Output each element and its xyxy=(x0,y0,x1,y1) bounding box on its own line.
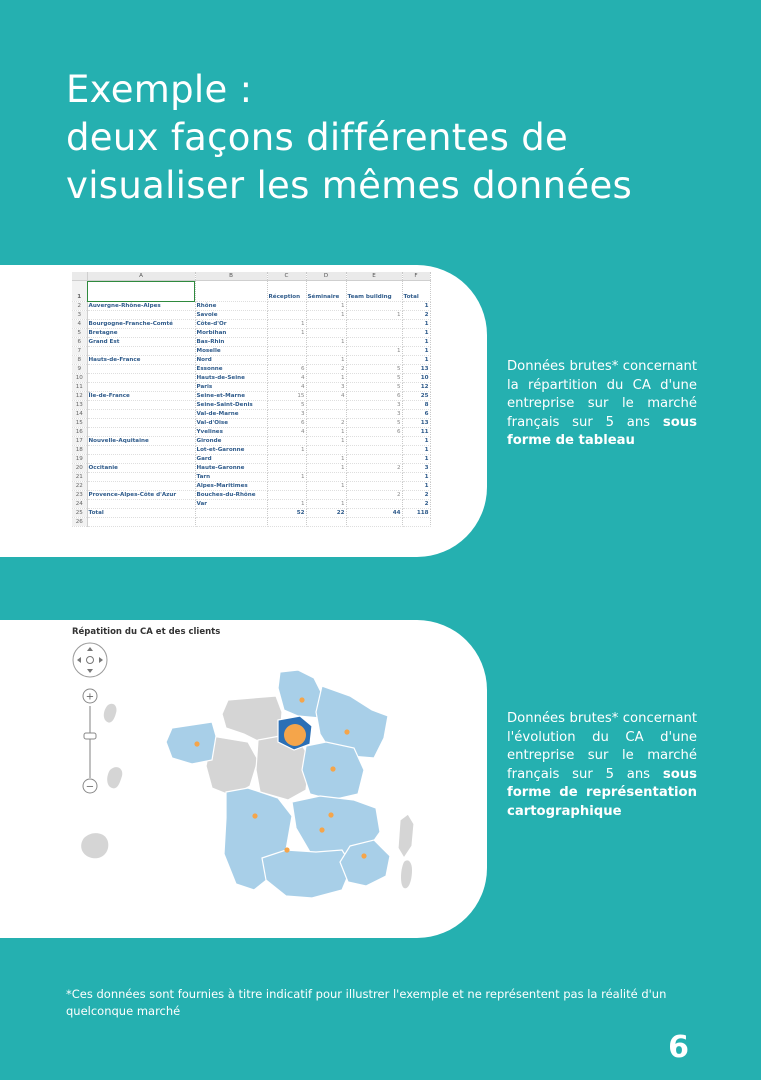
team-building-cell[interactable] xyxy=(346,320,402,329)
total-cell[interactable]: 1 xyxy=(402,455,430,464)
cell[interactable] xyxy=(87,518,195,527)
row-number[interactable]: 7 xyxy=(72,347,87,356)
zoom-in-button[interactable] xyxy=(83,689,97,703)
table-row xyxy=(72,482,430,491)
table-row xyxy=(72,356,430,365)
department-cell[interactable]: Gard xyxy=(195,455,267,464)
reception-cell[interactable]: 1 xyxy=(267,500,306,509)
team-building-cell[interactable]: 5 xyxy=(346,365,402,374)
department-cell[interactable]: Yvelines xyxy=(195,428,267,437)
reception-cell[interactable]: 3 xyxy=(267,410,306,419)
dot-paca xyxy=(361,853,366,858)
zoom-out-button[interactable] xyxy=(83,779,97,793)
map-zoom-slider[interactable] xyxy=(84,706,96,778)
row-number[interactable]: 22 xyxy=(72,482,87,491)
total-cell[interactable]: 8 xyxy=(402,401,430,410)
team-building-cell[interactable] xyxy=(346,455,402,464)
department-cell[interactable]: Seine-Saint-Denis xyxy=(195,401,267,410)
team-building-cell[interactable]: 5 xyxy=(346,419,402,428)
total-cell[interactable]: 1 xyxy=(402,446,430,455)
region-cell[interactable] xyxy=(87,428,195,437)
team-building-cell[interactable] xyxy=(346,338,402,347)
team-building-cell[interactable]: 2 xyxy=(346,464,402,473)
region-cell[interactable] xyxy=(87,383,195,392)
team-building-cell[interactable]: 2 xyxy=(346,491,402,500)
team-building-cell[interactable]: 5 xyxy=(346,383,402,392)
reception-cell[interactable]: 6 xyxy=(267,365,306,374)
selected-cell[interactable] xyxy=(87,281,195,302)
column-header[interactable]: Séminaire xyxy=(306,281,346,302)
total-seminaire[interactable]: 22 xyxy=(306,509,346,518)
department-cell[interactable]: Paris xyxy=(195,383,267,392)
row-number[interactable]: 24 xyxy=(72,500,87,509)
team-building-cell[interactable]: 1 xyxy=(346,347,402,356)
dot-auvergne xyxy=(328,812,333,817)
region-cell[interactable] xyxy=(87,482,195,491)
total-row xyxy=(72,509,430,518)
reception-cell[interactable]: 4 xyxy=(267,428,306,437)
seminaire-cell[interactable] xyxy=(306,473,346,482)
total-cell[interactable]: 6 xyxy=(402,410,430,419)
region-cell[interactable] xyxy=(87,419,195,428)
region-cell[interactable] xyxy=(87,347,195,356)
seminaire-cell[interactable]: 1 xyxy=(306,464,346,473)
seminaire-cell[interactable] xyxy=(306,446,346,455)
description-map-bold: sous forme de représentation cartographique xyxy=(507,766,697,819)
total-cell[interactable]: 13 xyxy=(402,365,430,374)
team-building-cell[interactable] xyxy=(346,446,402,455)
team-building-cell[interactable] xyxy=(346,302,402,311)
region-corse xyxy=(398,814,414,858)
region-cell[interactable] xyxy=(87,401,195,410)
table-row xyxy=(72,365,430,374)
total-cell[interactable]: 12 xyxy=(402,383,430,392)
row-number[interactable]: 5 xyxy=(72,329,87,338)
row-number[interactable]: 21 xyxy=(72,473,87,482)
table-row xyxy=(72,302,430,311)
region-bretagne xyxy=(166,722,216,764)
seminaire-cell[interactable]: 1 xyxy=(306,338,346,347)
seminaire-cell[interactable]: 1 xyxy=(306,500,346,509)
description-table-text: Données brutes* concernant la répartition du CA d'une entreprise sur le marché français sur 5 ans xyxy=(507,359,697,430)
seminaire-cell[interactable]: 1 xyxy=(306,455,346,464)
region-cell[interactable] xyxy=(87,473,195,482)
row-number[interactable]: 17 xyxy=(72,437,87,446)
cell[interactable] xyxy=(346,518,402,527)
spreadsheet-table xyxy=(72,272,431,527)
page-title xyxy=(66,66,632,210)
total-cell[interactable]: 1 xyxy=(402,320,430,329)
department-cell[interactable]: Seine-et-Marne xyxy=(195,392,267,401)
reception-cell[interactable] xyxy=(267,311,306,320)
region-cell[interactable] xyxy=(87,446,195,455)
dot-grand-est xyxy=(344,729,349,734)
page-number: 6 xyxy=(668,1030,689,1065)
cell[interactable] xyxy=(306,518,346,527)
row-number[interactable]: 6 xyxy=(72,338,87,347)
cell[interactable] xyxy=(195,281,267,302)
region-normandie xyxy=(222,696,282,742)
reception-cell[interactable] xyxy=(267,464,306,473)
seminaire-cell[interactable]: 3 xyxy=(306,383,346,392)
seminaire-cell[interactable]: 4 xyxy=(306,392,346,401)
island-guadeloupe xyxy=(107,767,122,788)
reception-cell[interactable] xyxy=(267,302,306,311)
department-cell[interactable]: Lot-et-Garonne xyxy=(195,446,267,455)
department-cell[interactable]: Haute-Garonne xyxy=(195,464,267,473)
seminaire-cell[interactable]: 1 xyxy=(306,437,346,446)
bubble-ile-de-france xyxy=(284,724,306,746)
table-row xyxy=(72,347,430,356)
team-building-cell[interactable]: 1 xyxy=(346,311,402,320)
description-map-text: Données brutes* concernant l'évolution du CA d'une entreprise sur le marché français sur 5 ans xyxy=(507,711,697,782)
total-cell[interactable]: 10 xyxy=(402,374,430,383)
total-cell[interactable]: 1 xyxy=(402,329,430,338)
empty-row xyxy=(72,518,430,527)
table-row xyxy=(72,491,430,500)
reception-cell[interactable]: 15 xyxy=(267,392,306,401)
row-number[interactable]: 13 xyxy=(72,401,87,410)
department-cell[interactable]: Var xyxy=(195,500,267,509)
total-cell[interactable]: 1 xyxy=(402,347,430,356)
department-cell[interactable]: Morbihan xyxy=(195,329,267,338)
reception-cell[interactable]: 1 xyxy=(267,446,306,455)
zoom-out-icon: − xyxy=(85,781,95,793)
row-number[interactable]: 1 xyxy=(72,281,87,302)
column-letter[interactable]: D xyxy=(306,272,346,281)
map-pan-control[interactable] xyxy=(73,643,107,677)
dot-occitanie-2 xyxy=(319,827,324,832)
team-building-cell[interactable] xyxy=(346,473,402,482)
team-building-cell[interactable]: 3 xyxy=(346,410,402,419)
region-occitanie xyxy=(262,850,352,898)
column-header-row xyxy=(72,272,430,281)
row-number[interactable]: 2 xyxy=(72,302,87,311)
team-building-cell[interactable] xyxy=(346,356,402,365)
department-cell[interactable]: Essonne xyxy=(195,365,267,374)
table-row xyxy=(72,374,430,383)
reception-cell[interactable]: 1 xyxy=(267,320,306,329)
row-number[interactable]: 4 xyxy=(72,320,87,329)
reception-cell[interactable] xyxy=(267,347,306,356)
table-row xyxy=(72,473,430,482)
seminaire-cell[interactable]: 1 xyxy=(306,311,346,320)
row-number[interactable]: 19 xyxy=(72,455,87,464)
region-cell[interactable] xyxy=(87,410,195,419)
column-letter[interactable]: B xyxy=(195,272,267,281)
table-row xyxy=(72,383,430,392)
department-cell[interactable]: Bouches-du-Rhône xyxy=(195,491,267,500)
total-cell[interactable]: 1 xyxy=(402,356,430,365)
seminaire-cell[interactable] xyxy=(306,410,346,419)
dot-hauts-de-france xyxy=(299,697,304,702)
reception-cell[interactable]: 1 xyxy=(267,473,306,482)
table-row xyxy=(72,455,430,464)
header-row xyxy=(72,281,430,302)
map-view[interactable] xyxy=(0,620,487,938)
column-letter[interactable]: F xyxy=(402,272,430,281)
row-number[interactable]: 10 xyxy=(72,374,87,383)
department-cell[interactable]: Rhône xyxy=(195,302,267,311)
total-cell[interactable]: 2 xyxy=(402,491,430,500)
dot-bretagne xyxy=(194,741,199,746)
region-cell[interactable]: Nouvelle-Aquitaine xyxy=(87,437,195,446)
reception-cell[interactable] xyxy=(267,437,306,446)
seminaire-cell[interactable]: 1 xyxy=(306,302,346,311)
spreadsheet xyxy=(72,272,430,527)
row-number[interactable]: 18 xyxy=(72,446,87,455)
seminaire-cell[interactable]: 1 xyxy=(306,482,346,491)
reception-cell[interactable]: 1 xyxy=(267,329,306,338)
region-cell[interactable] xyxy=(87,311,195,320)
table-row xyxy=(72,392,430,401)
region-cell[interactable]: Île-de-France xyxy=(87,392,195,401)
corner-cell[interactable] xyxy=(72,272,87,281)
region-cell[interactable] xyxy=(87,500,195,509)
table-row xyxy=(72,338,430,347)
team-building-cell[interactable]: 6 xyxy=(346,392,402,401)
department-cell[interactable]: Val-d'Oise xyxy=(195,419,267,428)
column-letter[interactable]: C xyxy=(267,272,306,281)
total-cell[interactable]: 1 xyxy=(402,473,430,482)
department-cell[interactable]: Savoie xyxy=(195,311,267,320)
title-line-2: deux façons différentes de xyxy=(66,116,569,159)
team-building-cell[interactable]: 5 xyxy=(346,374,402,383)
region-cell[interactable]: Hauts-de-France xyxy=(87,356,195,365)
seminaire-cell[interactable]: 2 xyxy=(306,365,346,374)
table-row xyxy=(72,329,430,338)
table-row xyxy=(72,428,430,437)
department-cell[interactable]: Alpes-Maritimes xyxy=(195,482,267,491)
row-number[interactable]: 12 xyxy=(72,392,87,401)
reception-cell[interactable] xyxy=(267,455,306,464)
map-title: Répatition du CA et des clients xyxy=(72,627,221,637)
row-number[interactable]: 9 xyxy=(72,365,87,374)
island-left xyxy=(104,704,117,723)
cell[interactable] xyxy=(195,509,267,518)
region-cell[interactable]: Bretagne xyxy=(87,329,195,338)
dot-occitanie xyxy=(284,847,289,852)
region-cell[interactable] xyxy=(87,455,195,464)
table-row xyxy=(72,410,430,419)
region-cell[interactable] xyxy=(87,374,195,383)
region-cell[interactable]: Bourgogne-Franche-Comté xyxy=(87,320,195,329)
title-line-3: visualiser les mêmes données xyxy=(66,164,633,207)
column-header[interactable]: Total xyxy=(402,281,430,302)
seminaire-cell[interactable]: 1 xyxy=(306,428,346,437)
total-cell[interactable]: 1 xyxy=(402,338,430,347)
table-row xyxy=(72,401,430,410)
reception-cell[interactable] xyxy=(267,482,306,491)
row-number[interactable]: 14 xyxy=(72,410,87,419)
reception-cell[interactable] xyxy=(267,491,306,500)
department-cell[interactable]: Moselle xyxy=(195,347,267,356)
seminaire-cell[interactable] xyxy=(306,401,346,410)
department-cell[interactable]: Nord xyxy=(195,356,267,365)
total-cell[interactable]: 2 xyxy=(402,500,430,509)
reception-cell[interactable]: 4 xyxy=(267,374,306,383)
table-row xyxy=(72,320,430,329)
reception-cell[interactable]: 4 xyxy=(267,383,306,392)
cell[interactable] xyxy=(267,518,306,527)
column-header[interactable]: Réception xyxy=(267,281,306,302)
row-number[interactable]: 3 xyxy=(72,311,87,320)
description-map xyxy=(507,710,697,821)
team-building-cell[interactable] xyxy=(346,482,402,491)
table-row xyxy=(72,464,430,473)
team-building-cell[interactable] xyxy=(346,329,402,338)
total-reception[interactable]: 52 xyxy=(267,509,306,518)
team-building-cell[interactable] xyxy=(346,437,402,446)
seminaire-cell[interactable] xyxy=(306,347,346,356)
table-row xyxy=(72,500,430,509)
zoom-in-icon: + xyxy=(85,691,95,703)
reception-cell[interactable] xyxy=(267,338,306,347)
description-table xyxy=(507,358,697,451)
department-cell[interactable]: Val-de-Marne xyxy=(195,410,267,419)
department-cell[interactable]: Côte-d'Or xyxy=(195,320,267,329)
total-cell[interactable]: 1 xyxy=(402,437,430,446)
column-letter[interactable]: A xyxy=(87,272,195,281)
table-row xyxy=(72,446,430,455)
total-label[interactable]: Total xyxy=(87,509,195,518)
department-cell[interactable]: Hauts-de-Seine xyxy=(195,374,267,383)
row-number[interactable]: 8 xyxy=(72,356,87,365)
footnote: *Ces données sont fournies à titre indicatif pour illustrer l'exemple et ne représentent pas la réalité d'un quelconque marché xyxy=(66,987,667,1018)
reception-cell[interactable]: 5 xyxy=(267,401,306,410)
seminaire-cell[interactable] xyxy=(306,329,346,338)
reception-cell[interactable] xyxy=(267,356,306,365)
region-cell[interactable]: Auvergne-Rhône-Alpes xyxy=(87,302,195,311)
region-cell[interactable]: Provence-Alpes-Côte d'Azur xyxy=(87,491,195,500)
row-number[interactable]: 15 xyxy=(72,419,87,428)
region-cell[interactable]: Grand Est xyxy=(87,338,195,347)
table-row xyxy=(72,437,430,446)
total-cell[interactable]: 11 xyxy=(402,428,430,437)
department-cell[interactable]: Gironde xyxy=(195,437,267,446)
seminaire-cell[interactable]: 1 xyxy=(306,356,346,365)
row-number[interactable]: 11 xyxy=(72,383,87,392)
description-table-bold: sous forme de tableau xyxy=(507,414,697,448)
island-reunion xyxy=(81,833,108,858)
row-number[interactable]: 26 xyxy=(72,518,87,527)
team-building-cell[interactable]: 3 xyxy=(346,401,402,410)
dot-nouvelle-aquitaine xyxy=(252,813,257,818)
region-cell[interactable]: Occitanie xyxy=(87,464,195,473)
department-cell[interactable]: Bas-Rhin xyxy=(195,338,267,347)
reception-cell[interactable]: 6 xyxy=(267,419,306,428)
seminaire-cell[interactable]: 2 xyxy=(306,419,346,428)
total-cell[interactable]: 1 xyxy=(402,482,430,491)
column-header[interactable]: Team building xyxy=(346,281,402,302)
island-right xyxy=(401,860,412,888)
row-number[interactable]: 23 xyxy=(72,491,87,500)
total-cell[interactable]: 1 xyxy=(402,302,430,311)
team-building-cell[interactable]: 6 xyxy=(346,428,402,437)
row-number[interactable]: 16 xyxy=(72,428,87,437)
cell[interactable] xyxy=(402,518,430,527)
title-line-1: Exemple : xyxy=(66,68,253,111)
total-team-building[interactable]: 44 xyxy=(346,509,402,518)
total-cell[interactable]: 2 xyxy=(402,311,430,320)
row-number[interactable]: 20 xyxy=(72,464,87,473)
department-cell[interactable]: Tarn xyxy=(195,473,267,482)
total-cell[interactable]: 13 xyxy=(402,419,430,428)
table-row xyxy=(72,311,430,320)
seminaire-cell[interactable]: 1 xyxy=(306,374,346,383)
row-number[interactable]: 25 xyxy=(72,509,87,518)
table-row xyxy=(72,419,430,428)
seminaire-cell[interactable] xyxy=(306,491,346,500)
cell[interactable] xyxy=(195,518,267,527)
region-cell[interactable] xyxy=(87,365,195,374)
dot-bourgogne xyxy=(330,766,335,771)
column-letter[interactable]: E xyxy=(346,272,402,281)
total-cell[interactable]: 3 xyxy=(402,464,430,473)
grand-total[interactable]: 118 xyxy=(402,509,430,518)
seminaire-cell[interactable] xyxy=(306,320,346,329)
team-building-cell[interactable] xyxy=(346,500,402,509)
total-cell[interactable]: 25 xyxy=(402,392,430,401)
